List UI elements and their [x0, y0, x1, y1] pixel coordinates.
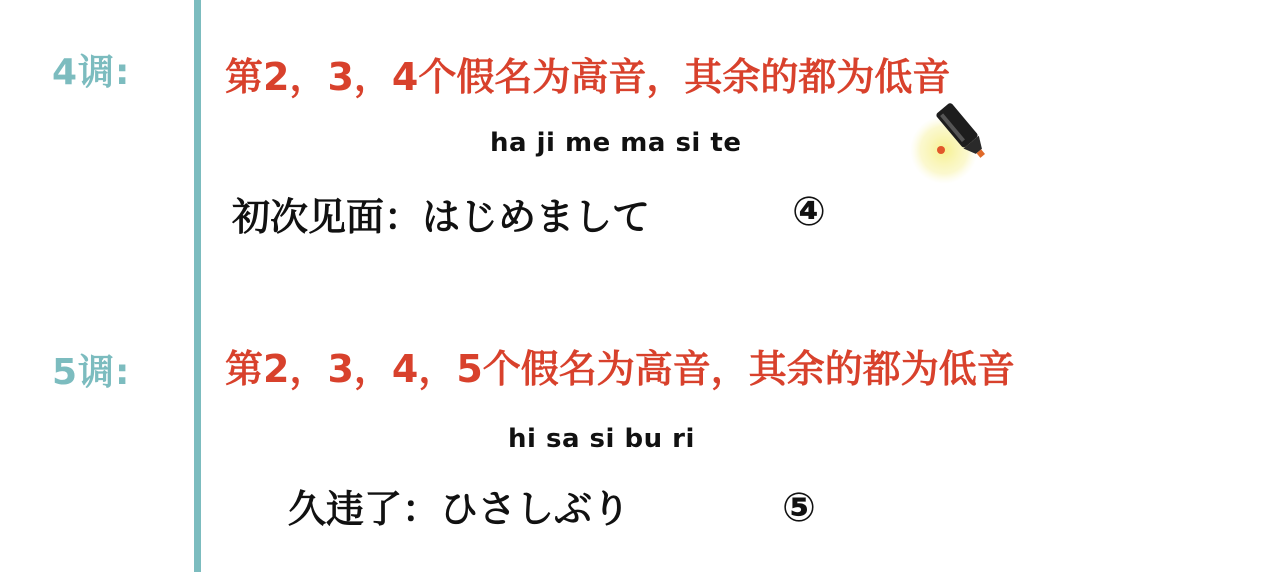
- tone-4-rule: 第2，3，4个假名为高音，其余的都为低音: [225, 55, 951, 99]
- tone-5-rule: 第2，3，4，5个假名为高音，其余的都为低音: [225, 347, 1015, 391]
- tone-5-mark: ⑤: [782, 485, 816, 531]
- vertical-divider: [194, 0, 201, 572]
- tone-4-label: 4调:: [52, 52, 131, 93]
- tone-4-example-word: 初次见面：はじめまして: [232, 195, 651, 239]
- tone-5-example-word: 久违了：ひさしぶり: [288, 487, 631, 531]
- tone-4-mark: ④: [792, 189, 826, 235]
- tone-5-label: 5调:: [52, 352, 131, 393]
- tone-5-romaji: hi sa si bu ri: [508, 424, 695, 454]
- highlighter-pen-icon: [906, 96, 1016, 196]
- tone-4-romaji: ha ji me ma si te: [490, 128, 742, 158]
